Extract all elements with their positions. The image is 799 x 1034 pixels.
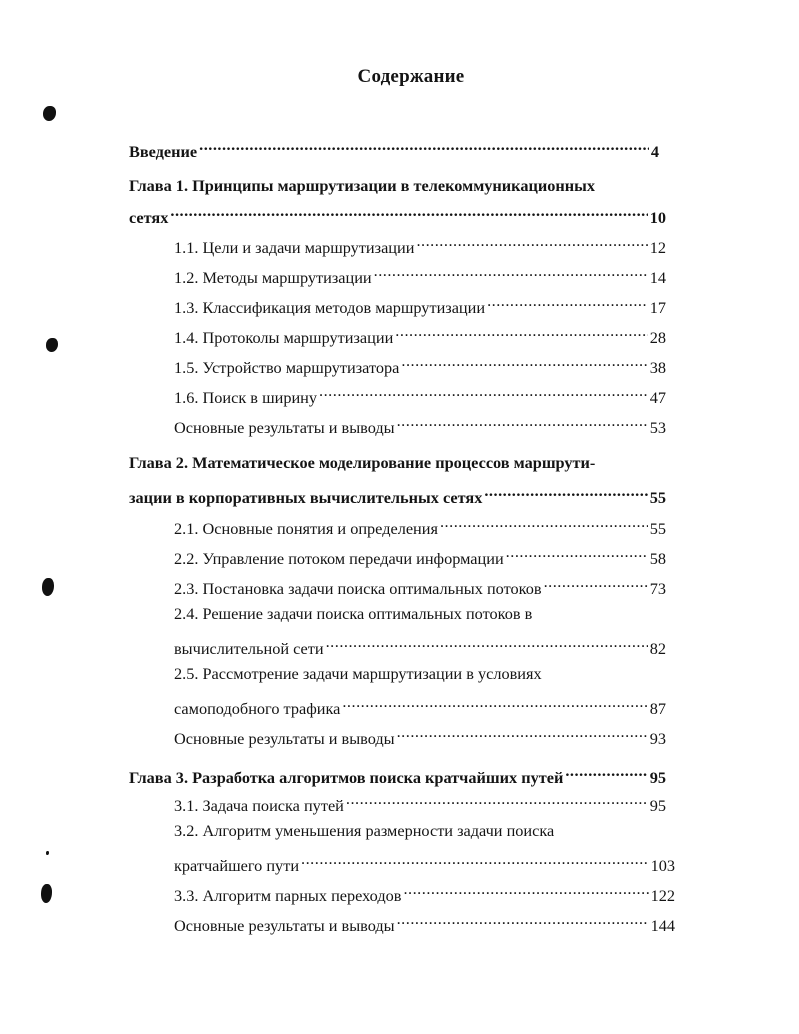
toc-entry-label: Введение	[129, 142, 198, 161]
toc-page-number: 55	[649, 519, 666, 538]
toc-leader	[326, 634, 648, 654]
toc-leader	[395, 323, 647, 343]
toc-page-number: 95	[649, 796, 666, 815]
binding-hole-mark	[42, 578, 54, 596]
toc-page-number: 47	[649, 388, 666, 407]
toc-chapter-1-line1: Глава 1. Принципы маршрутизации в телекоммуникационных	[129, 176, 595, 195]
toc-entry-label: зации в корпоративных вычислительных сетях	[129, 488, 483, 507]
toc-page-number: 38	[649, 358, 666, 377]
toc-entry-1-2	[174, 263, 666, 288]
toc-entry-label: 1.5. Устройство маршрутизатора	[174, 358, 400, 377]
toc-leader	[487, 293, 648, 313]
toc-entry-label: сетях	[129, 208, 169, 227]
toc-leader	[170, 203, 647, 223]
toc-entry-3-2-line1: 3.2. Алгоритм уменьшения размерности задачи поиска	[174, 821, 555, 840]
toc-page-number: 122	[650, 886, 675, 905]
scan-speck	[46, 851, 49, 855]
toc-leader	[484, 483, 647, 503]
toc-entry-2-5-line1: 2.5. Рассмотрение задачи маршрутизации в условиях	[174, 664, 542, 683]
toc-entry-label: Основные результаты и выводы	[174, 916, 395, 935]
toc-entry-1-6	[174, 383, 666, 408]
toc-entry-label: кратчайшего пути	[174, 856, 300, 875]
toc-page-number: 14	[649, 268, 666, 287]
toc-page-number: 17	[649, 298, 666, 317]
binding-hole-mark	[43, 106, 56, 121]
toc-entry-2-4-line1: 2.4. Решение задачи поиска оптимальных потоков в	[174, 604, 533, 623]
toc-page-number: 144	[650, 916, 675, 935]
toc-entry-label: 2.2. Управление потоком передачи информации	[174, 549, 504, 568]
toc-page-number: 82	[649, 639, 666, 658]
toc-leader	[397, 911, 649, 931]
toc-leader	[397, 724, 648, 744]
toc-page-number: 53	[649, 418, 666, 437]
toc-entry-2-2	[174, 544, 666, 569]
toc-leader	[346, 791, 648, 811]
toc-leader	[544, 574, 648, 594]
toc-entry-label: вычислительной сети	[174, 639, 324, 658]
toc-entry-results-3	[174, 911, 675, 936]
toc-entry-2-1	[174, 514, 666, 539]
toc-entry-3-2	[174, 851, 675, 876]
toc-entry-3-3	[174, 881, 675, 906]
toc-entry-label: 1.1. Цели и задачи маршрутизации	[174, 238, 415, 257]
toc-entry-label: Основные результаты и выводы	[174, 418, 395, 437]
toc-page-number: 95	[649, 768, 666, 787]
toc-leader	[401, 353, 647, 373]
toc-page-number: 73	[649, 579, 666, 598]
toc-leader	[403, 881, 648, 901]
toc-entry-label: 3.3. Алгоритм парных переходов	[174, 886, 402, 905]
toc-entry-label: Основные результаты и выводы	[174, 729, 395, 748]
toc-entry-label: 3.1. Задача поиска путей	[174, 796, 344, 815]
toc-leader	[440, 514, 648, 534]
toc-entry-1-4	[174, 323, 666, 348]
toc-page-number: 55	[649, 488, 666, 507]
toc-entry-chapter-2	[129, 483, 666, 508]
toc-entry-3-1	[174, 791, 666, 816]
toc-entry-1-5	[174, 353, 666, 378]
toc-entry-label: самоподобного трафика	[174, 699, 341, 718]
toc-entry-results-1	[174, 413, 666, 438]
toc-page-number: 58	[649, 549, 666, 568]
toc-entry-chapter-3	[129, 763, 666, 788]
toc-entry-2-3	[174, 574, 666, 599]
toc-entry-chapter-1	[129, 203, 666, 228]
toc-leader	[199, 137, 649, 157]
toc-leader	[301, 851, 649, 871]
toc-entry-label: 1.3. Классификация методов маршрутизации	[174, 298, 486, 317]
toc-entry-1-3	[174, 293, 666, 318]
toc-entry-label: 2.1. Основные понятия и определения	[174, 519, 438, 538]
toc-entry-results-2	[174, 724, 666, 749]
toc-leader	[319, 383, 648, 403]
toc-entry-label: 1.6. Поиск в ширину	[174, 388, 318, 407]
toc-entry-label: 1.2. Методы маршрутизации	[174, 268, 372, 287]
toc-leader	[565, 763, 647, 783]
toc-entry-2-5	[174, 694, 666, 719]
toc-leader	[342, 694, 647, 714]
toc-entry-1-1	[174, 233, 666, 258]
toc-entry-label: 2.3. Постановка задачи поиска оптимальных потоков	[174, 579, 542, 598]
toc-page-number: 28	[649, 328, 666, 347]
toc-entry-intro	[129, 137, 659, 162]
toc-entry-2-4	[174, 634, 666, 659]
toc-page-number: 93	[649, 729, 666, 748]
toc-leader	[506, 544, 648, 564]
toc-leader	[374, 263, 648, 283]
page-title: Содержание	[357, 66, 465, 87]
toc-entry-label: 1.4. Протоколы маршрутизации	[174, 328, 394, 347]
toc-leader	[416, 233, 647, 253]
toc-page-number: 87	[649, 699, 666, 718]
toc-page-number: 10	[649, 208, 666, 227]
binding-hole-mark	[41, 884, 52, 903]
toc-chapter-2-line1: Глава 2. Математическое моделирование процессов маршрути-	[129, 453, 596, 472]
toc-entry-label: Глава 3. Разработка алгоритмов поиска кратчайших путей	[129, 768, 564, 787]
toc-page-number: 4	[650, 142, 659, 161]
toc-page-number: 12	[649, 238, 666, 257]
toc-page-number: 103	[650, 856, 675, 875]
binding-hole-mark	[46, 338, 58, 352]
toc-leader	[397, 413, 648, 433]
